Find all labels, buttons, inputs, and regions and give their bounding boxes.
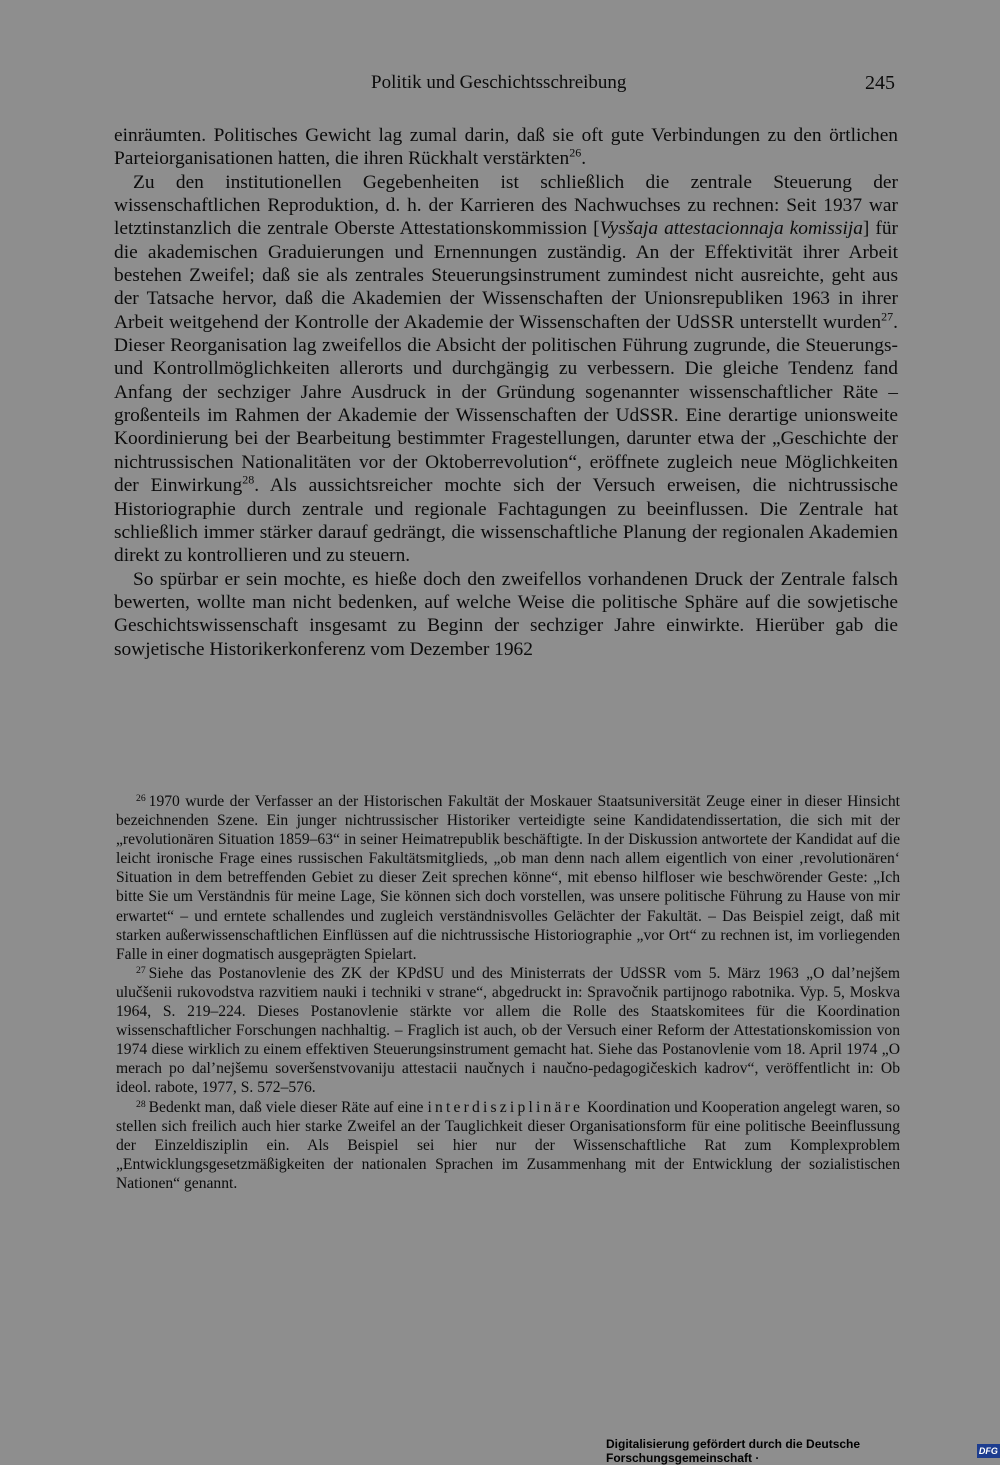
russian-term: Vysšaja attestacionnaja komissija [599, 218, 863, 240]
footnote-number: 28 [136, 1098, 146, 1110]
footnote-text: Siehe das Postanovlenie des ZK der KPdSU und des Ministerrats der UdSSR vom 5. März 1963 „O dal’nejšem ulučšenii rukovodstva razvitiem nauki i techniki v strane“, abgedruckt in: Spravočnik partijnogo rabotnika. Vyp. 5, Moskva 1964, S. 219–224. Dieses Postanovlenie stärkte vor allem die Rolle des Staatskomitees für die Koordination wissenschaftlicher Forschungen nachhaltig. – Fraglich ist auch, ob der Versuch einer Reform der Attestationskomission von 1974 diese wirklich zu einem effektiven Steuerungsinstrument gemacht hat. Siehe das Postanovlenie vom 18. April 1974 „O merach po dal’nejšemu soveršenstvovaniju attestacii naučnych i naučno-pedagogičeskich kadrov“, veröffentlicht in: Ob ideol. rabote, 1977, S. 572–576. [116, 964, 900, 1097]
footnote-26 [116, 792, 900, 964]
funding-notice: Digitalisierung gefördert durch die Deutsche Forschungsgemeinschaft · [606, 1437, 861, 1465]
footnote-28: $^{28}$ Bedenkt man, daß viele dieser Räte auf eine interdisziplinäre Koordination und Kooperation angelegt waren, so stellen sich freilich auch hier starke Zweifel an der Tauglichkeit dieser Organisationsform für eine politische Beeinflussung der Einzeldisziplin ein. Als Beispiel sei hier nur der Wissenschaftliche Rat zum Komplexproblem „Entwicklungsgesetzmäßigkeiten der nationalen Sprachen im Zusammenhang mit der Entwicklung der sozialistischen Nationen“ genannt. [116, 1098, 900, 1192]
paragraph-1: einräumten. Politisches Gewicht lag zumal darin, daß sie oft gute Verbindungen zu den örtlichen Parteiorganisationen hatten, die ihren Rückhalt verstärkten$^{26}$. [114, 125, 898, 170]
footnote-27 [116, 964, 900, 1098]
running-header [0, 70, 1000, 96]
footnote-number: 27 [136, 964, 146, 976]
footnote-text: 1970 wurde der Verfasser an der Historischen Fakultät der Moskauer Staatsuniversität Zeuge einer in dieser Hinsicht bezeichnenden Szene. Ein junger nichtrussischer Historiker verteidigte seine Kandidatendissertation, die sich mit der „revolutionären Situation 1859–63“ in seiner Heimatrepublik beschäftigte. In der Diskussion antwortete der Kandidat auf die leicht ironische Frage eines russischen Fakultätsmitglieds, „ob man denn nach allem eigentlich von einer ‚revolutionären‘ Situation in dem betreffenden Gebiet zu dieser Zeit sprechen könne“, mit ebenso hilfloser wie beschwörender Geste: „Ich bitte Sie um Verständnis für meine Lage, Sie können sich doch vorstellen, was unsere politische Führung zu Hause von mir erwartet“ – und erntete schallendes und zugleich verständnisvolles Gelächter der Fakultät. – Das Beispiel zeigt, daß mit starken außerwissenschaftlichen Einflüssen auf die nichtrussische Historiographie „vor Ort“ zu rechnen ist, im vorliegenden Falle in einer dogmatisch ausgeprägten Spielart. [116, 793, 900, 963]
footnote-number: 26 [136, 793, 146, 804]
paragraph-3: So spürbar er sein mochte, es hieße doch den zweifellos vorhandenen Druck der Zentrale falsch bewerten, wollte man nicht bedenken, auf welche Weise die politische Sphäre auf die sowjetische Geschichtswissenschaft insgesamt zu Beginn der sechziger Jahre einwirkte. Hierüber gab die sowjetische Historikerkonferenz vom Dezember 1962 [114, 568, 898, 660]
footnote-ref-28: 28 [242, 472, 255, 487]
footnotes [116, 792, 900, 1193]
funding-footer [606, 1437, 1000, 1465]
spaced-emphasis: interdisziplinäre [427, 1098, 584, 1116]
dfg-logo-icon: DFG [977, 1444, 1000, 1458]
running-title: Politik und Geschichtsschreibung [371, 72, 627, 93]
paragraph-2: Zu den institutionellen Gegebenheiten ist schließlich die zentrale Steuerung der wissenschaftlichen Reproduktion, d. h. der Karrieren des Nachwuchses zu rechnen: Seit 1937 war letztinstanzlich die zentrale Oberste Attestationskommission [Vysšaja attestacionnaja komissija] für die akademischen Graduierungen und Ernennungen zuständig. An der Effektivität ihrer Arbeit bestehen Zweifel; daß sie als zentrales Steuerungsinstrument zumindest nicht ausreichte, geht aus der Tatsache hervor, daß die Akademien der Wissenschaften der Unionsrepubliken 1963 in ihrer Arbeit weitgehend der Kontrolle der Akademie der Wissenschaften der UdSSR unterstellt wurden$^{27}$. Dieser Reorganisation lag zweifellos die Absicht der politischen Führung zugrunde, die Steuerungs- und Kontrollmöglichkeiten allerorts und durchgängig zu verbessern. Die gleiche Tendenz fand Anfang der sechziger Jahre Ausdruck in der Gründung sogenannter wissenschaftlicher Räte – großenteils im Rahmen der Akademie der Wissenschaften der UdSSR. Eine derartige unionsweite Koordinierung bei der Bearbeitung bestimmter Fragestellungen, darunter etwa der „Geschichte der nichtrussischen Nationalitäten vor der Oktoberrevolution“, eröffnete zugleich neue Möglichkeiten der Einwirkung$^{28}$. Als aussichtsreicher mochte sich der Versuch erweisen, die nichtrussische Historiographie durch zentrale und regionale Fachtagungen zu beeinflussen. Die Zentrale hat schließlich immer stärker darauf gedrängt, die wissenschaftliche Planung der regionalen Akademien direkt zu kontrollieren und zu steuern. [114, 171, 898, 567]
footnote-ref-27: 27 [881, 309, 894, 324]
footnote-ref-26: 26 [569, 145, 582, 160]
main-text [114, 124, 898, 661]
page-number: 245 [865, 72, 895, 94]
